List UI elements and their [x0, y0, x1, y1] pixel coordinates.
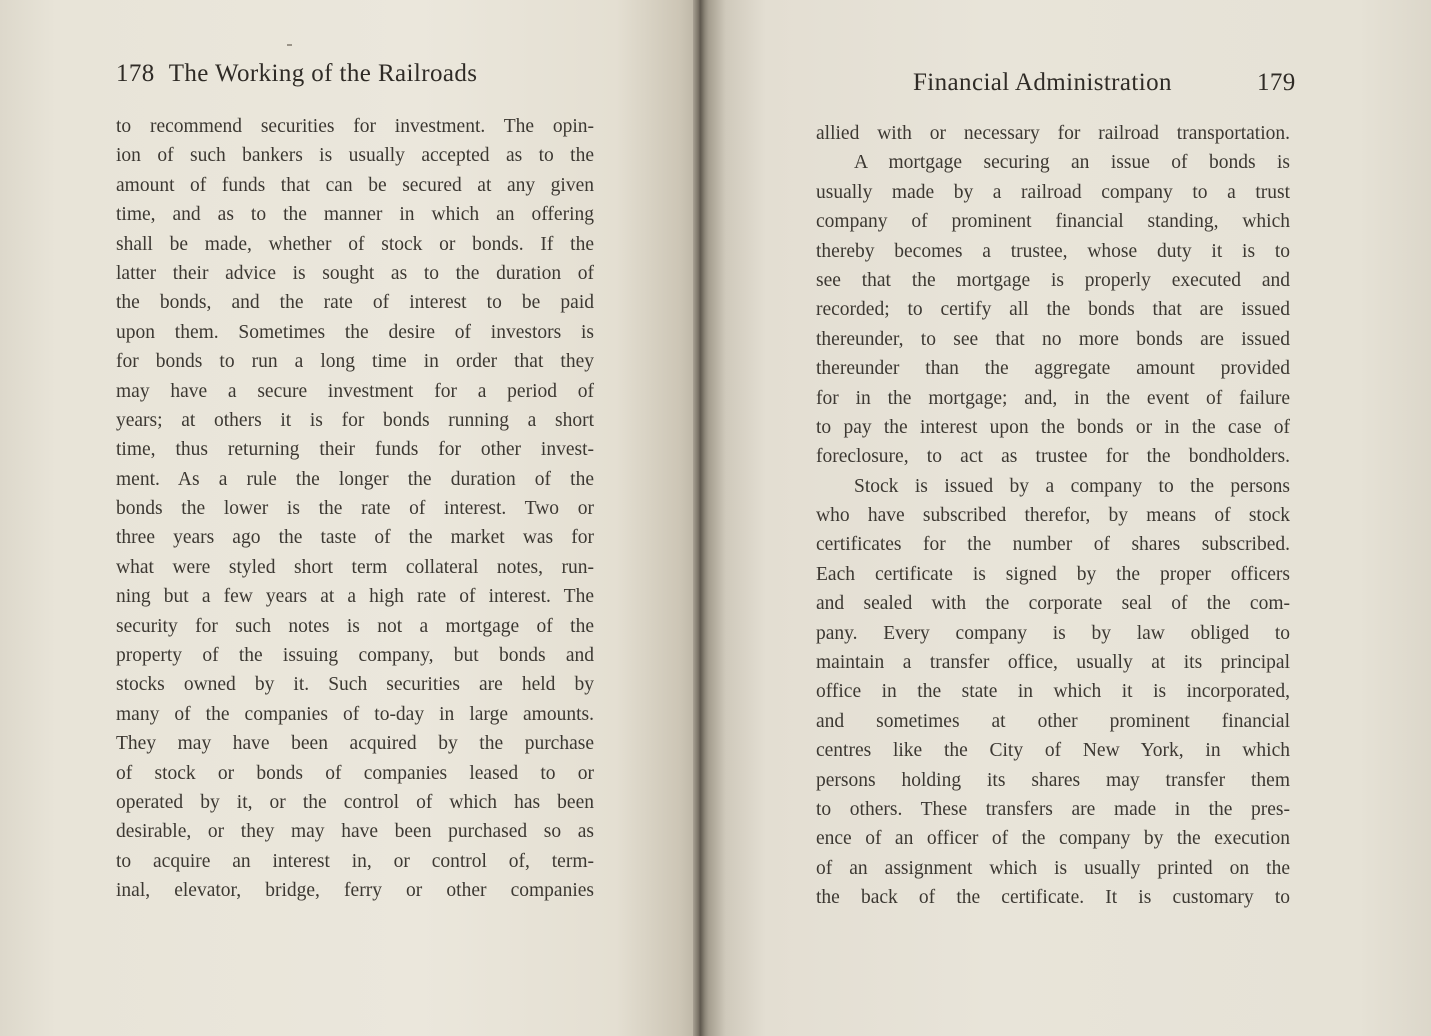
text-line: allied with or necessary for railroad transportation. [816, 123, 1290, 144]
text-line: ence of an officer of the company by the execution [816, 828, 1290, 850]
text-line: thereunder, to see that no more bonds are issued [816, 328, 1290, 350]
left-page [0, 0, 700, 1036]
right-page [700, 0, 1431, 1036]
paragraph-start-line: Stock is issued by a company to the persons [854, 475, 1290, 497]
text-line: years; at others it is for bonds running a short [116, 409, 594, 431]
text-line: to recommend securities for investment. The opin- [116, 116, 594, 137]
text-line: operated by it, or the control of which has been [116, 791, 594, 813]
text-line: company of prominent financial standing, which [816, 211, 1290, 233]
text-line: ion of such bankers is usually accepted as to the [116, 145, 594, 167]
left-running-title: The Working of the Railroads [168, 60, 478, 87]
text-line: ment. As a rule the longer the duration of the [116, 468, 594, 490]
right-running-title: Financial Administration [913, 69, 1172, 96]
text-line: upon them. Sometimes the desire of investors is [116, 321, 594, 343]
text-line: of an assignment which is usually printed on the [816, 857, 1290, 879]
text-line: amount of funds that can be secured at any given [116, 174, 594, 196]
text-line: and sometimes at other prominent financial [816, 710, 1290, 732]
text-line: may have a secure investment for a period of [116, 380, 594, 402]
text-line: persons holding its shares may transfer them [816, 769, 1290, 791]
text-line: time, and as to the manner in which an offering [116, 204, 594, 226]
text-line: maintain a transfer office, usually at its principal [816, 652, 1290, 674]
text-line: time, thus returning their funds for other invest- [116, 439, 594, 461]
text-line: thereunder than the aggregate amount provided [816, 358, 1290, 380]
text-line: for in the mortgage; and, in the event of failure [816, 387, 1290, 409]
text-line: what were styled short term collateral notes, run- [116, 556, 594, 578]
left-body-text [116, 112, 594, 906]
text-line: certificates for the number of shares subscribed. [816, 534, 1290, 556]
text-line: to pay the interest upon the bonds or in the case of [816, 416, 1290, 438]
left-running-head [116, 60, 477, 88]
text-line: usually made by a railroad company to a trust [816, 181, 1290, 203]
text-line: latter their advice is sought as to the duration of [116, 262, 594, 284]
text-line: who have subscribed therefor, by means of stock [816, 505, 1290, 527]
left-page-number: 178 [116, 60, 155, 87]
text-line: office in the state in which it is incorporated, [816, 681, 1290, 703]
paragraph-start-line: A mortgage securing an issue of bonds is [854, 152, 1290, 174]
text-line: the bonds, and the rate of interest to be paid [116, 292, 594, 314]
text-line: They may have been acquired by the purchase [116, 733, 594, 755]
text-line: bonds the lower is the rate of interest. Two or [116, 498, 594, 520]
text-line: many of the companies of to-day in large amounts. [116, 703, 594, 725]
text-line: Each certificate is signed by the proper officers [816, 563, 1290, 585]
right-page-number: 179 [1257, 69, 1296, 96]
print-mark [287, 44, 292, 46]
text-line: pany. Every company is by law obliged to [816, 622, 1290, 644]
text-line: to acquire an interest in, or control of, term- [116, 850, 594, 872]
right-body-text [816, 119, 1290, 913]
text-line: recorded; to certify all the bonds that are issued [816, 299, 1290, 321]
book-gutter [693, 0, 705, 1036]
text-line: the back of the certificate. It is customary to [816, 887, 1290, 909]
text-line: security for such notes is not a mortgage of the [116, 615, 594, 637]
text-line: to others. These transfers are made in the pres- [816, 798, 1290, 820]
text-line: thereby becomes a trustee, whose duty it is to [816, 240, 1290, 262]
text-line: ning but a few years at a high rate of interest. The [116, 586, 594, 608]
text-line: stocks owned by it. Such securities are held by [116, 674, 594, 696]
text-line: centres like the City of New York, in which [816, 740, 1290, 762]
text-line: foreclosure, to act as trustee for the bondholders. [816, 446, 1290, 468]
text-line: property of the issuing company, but bonds and [116, 645, 594, 667]
text-line: see that the mortgage is properly executed and [816, 269, 1290, 291]
text-line: three years ago the taste of the market was for [116, 527, 594, 549]
text-line: for bonds to run a long time in order that they [116, 351, 594, 373]
text-line: of stock or bonds of companies leased to or [116, 762, 594, 784]
text-line: inal, elevator, bridge, ferry or other companies [116, 880, 594, 902]
text-line: and sealed with the corporate seal of the com- [816, 593, 1290, 615]
text-line: desirable, or they may have been purchased so as [116, 821, 594, 843]
text-line: shall be made, whether of stock or bonds. If the [116, 233, 594, 255]
